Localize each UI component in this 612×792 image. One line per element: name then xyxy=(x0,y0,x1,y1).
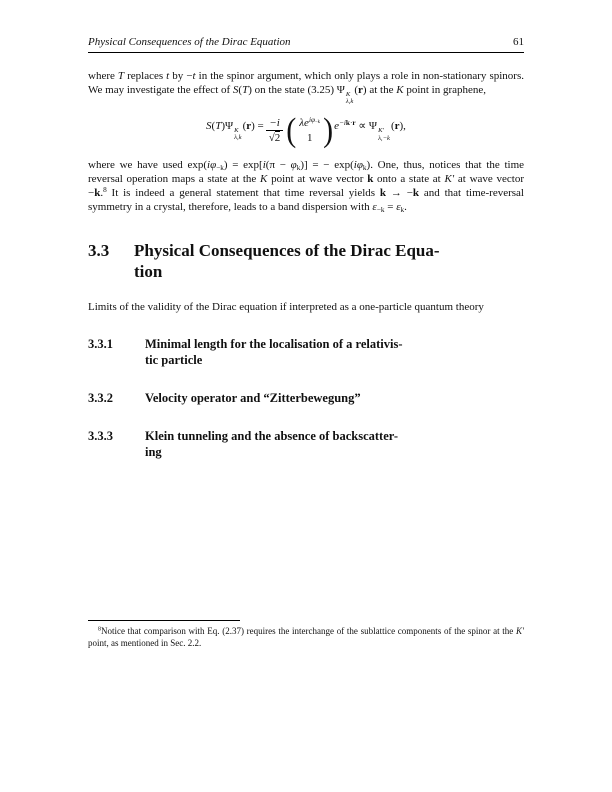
subsection-title xyxy=(145,336,403,368)
header-title: Physical Consequences of the Dirac Equation xyxy=(88,36,291,48)
paragraph-time-reversal-intro: where T replaces t by −t in the spinor argument, which only plays a role in non-stationary spinors. We may investigate the effect of S(T) on the state (3.25) Ψ K λ,k (r) at the K point in graphene, xyxy=(88,70,524,106)
section-title-line2: tion xyxy=(134,261,163,281)
radical-sign: √ xyxy=(268,132,275,145)
display-equation xyxy=(88,111,524,149)
subsection-title-line2: ing xyxy=(145,444,162,459)
subsection-heading-3-3-3 xyxy=(88,428,524,460)
running-header xyxy=(88,36,524,53)
section-title-line1: Physical Consequences of the Dirac Equa- xyxy=(134,240,440,260)
section-number: 3.3 xyxy=(88,240,110,260)
footnote-block xyxy=(88,620,524,649)
section-heading-3-3 xyxy=(88,240,524,282)
subsection-title xyxy=(145,390,361,406)
footnote-text: $^8$Notice that comparison with Eq. (2.37) requires the interchange of the sublattice components of the spinor at the K′ point, as mentioned in Sec. 2.2. xyxy=(88,626,524,648)
subsection-title-line2: tic particle xyxy=(145,352,203,367)
subsection-heading-3-3-1 xyxy=(88,336,524,368)
subsection-heading-3-3-2 xyxy=(88,390,524,406)
right-paren: ) xyxy=(323,111,334,149)
fraction-numerator: −i xyxy=(269,117,280,130)
subsection-title xyxy=(145,428,398,460)
subsection-title-line1: Minimal length for the localisation of a relativis- xyxy=(145,336,403,351)
text-column xyxy=(88,36,524,460)
equation-rhs: $e^{-ik\cdot r} \propto \Psi$ K′ λ,−k (r), xyxy=(334,119,406,142)
equation-lhs: S(T)Ψ K λ,k (r) = xyxy=(206,119,264,142)
equation-fraction xyxy=(266,117,284,144)
section-title xyxy=(134,240,440,282)
spinor-column-vector xyxy=(297,116,322,146)
subsection-number: 3.3.3 xyxy=(88,428,113,443)
spinor-top-component: $\lambda e^{i\varphi_{-k}}$ xyxy=(299,115,321,129)
subsection-number: 3.3.1 xyxy=(88,336,113,351)
paragraph-time-reversal-result: where we have used $\exp(i\varphi_{-k}) = \exp[i(\pi - \varphi_k)]$ = − $\exp(i\varphi_k)$. One, thus, notices that the time reversal operation maps a state at the K point at wave vector k onto a state at K′ at wave vector −k.$^8$ It is indeed a general statement that time reversal yields k → −k and that time-reversal symmetry in a crystal, therefore, leads to a band dispersion with $\varepsilon_{-k} = \varepsilon_k$. xyxy=(88,158,525,214)
paragraph-section-intro: Limits of the validity of the Dirac equation if interpreted as a one-particle quantum theory xyxy=(88,300,484,313)
subsection-title-line1: Klein tunneling and the absence of backscatter- xyxy=(145,428,399,443)
left-paren: ( xyxy=(286,111,297,149)
header-page-number: 61 xyxy=(513,36,524,48)
subsection-title-line1: Velocity operator and “Zitterbewegung” xyxy=(145,390,361,405)
radicand: 2 xyxy=(274,132,281,145)
fraction-denominator xyxy=(266,130,284,144)
spinor-bottom-component: 1 xyxy=(306,131,313,144)
footnote-rule xyxy=(88,620,240,621)
subsection-number: 3.3.2 xyxy=(88,390,113,405)
